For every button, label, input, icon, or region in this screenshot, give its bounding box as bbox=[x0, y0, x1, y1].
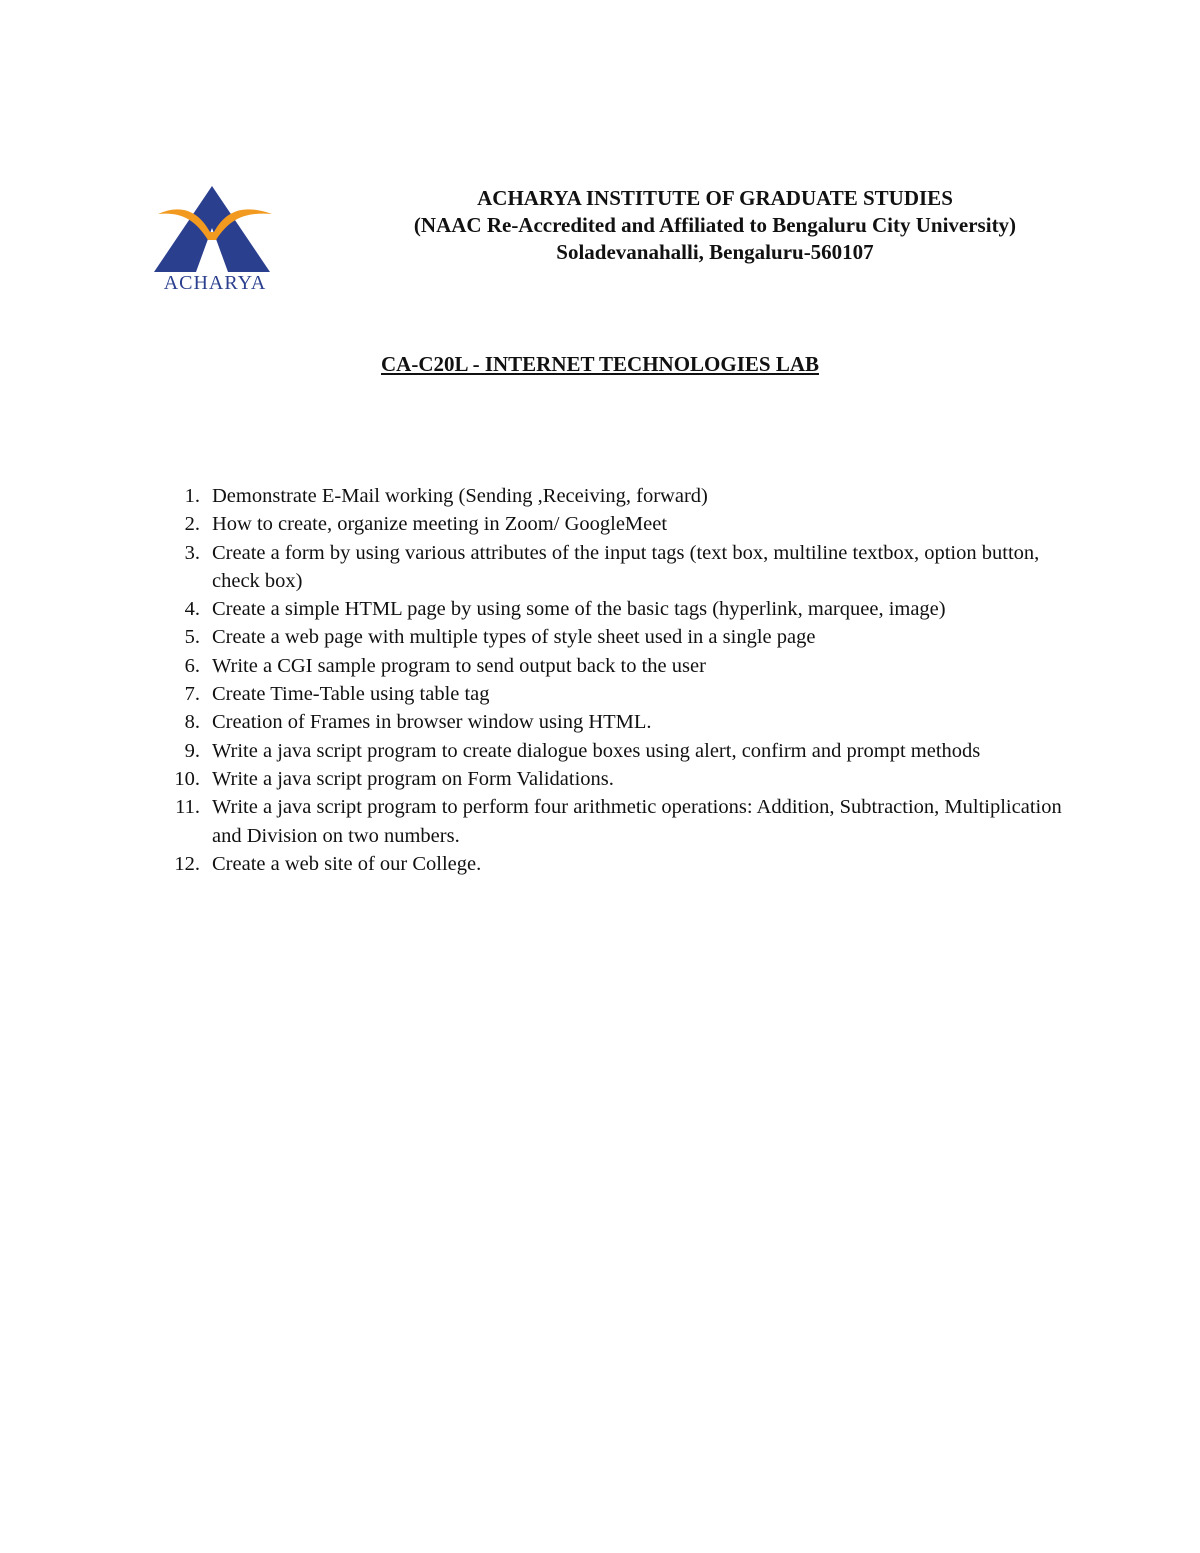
list-item bbox=[160, 482, 1080, 510]
list-item-text: Create a simple HTML page by using some of the basic tags (hyperlink, marquee, image) bbox=[212, 598, 946, 621]
list-item-number: 8. bbox=[184, 711, 200, 734]
list-item bbox=[160, 793, 1080, 850]
lab-exercise-list bbox=[160, 482, 1080, 878]
list-item-text: Create a form by using various attributes of the input tags (text box, multiline textbox, option button, check box) bbox=[212, 541, 1040, 592]
list-item-text: How to create, organize meeting in Zoom/ GoogleMeet bbox=[212, 513, 668, 536]
list-item bbox=[160, 737, 1080, 765]
list-item-number: 1. bbox=[184, 485, 200, 507]
course-title bbox=[0, 352, 1200, 377]
institute-header bbox=[330, 185, 1100, 266]
list-item-number: 7. bbox=[184, 683, 200, 706]
list-item-text: Create a web page with multiple types of style sheet used in a single page bbox=[212, 626, 816, 649]
list-item-number: 12. bbox=[174, 852, 200, 875]
institute-logo bbox=[150, 180, 280, 300]
list-item-number: 11. bbox=[175, 796, 200, 819]
list-item-text: Demonstrate E-Mail working (Sending ,Receiving, forward) bbox=[212, 485, 708, 507]
list-item bbox=[160, 595, 1080, 623]
list-item-text: Write a java script program to perform four arithmetic operations: Addition, Subtraction, Multiplication and Division on two numbers. bbox=[212, 796, 1062, 847]
accreditation-line: (NAAC Re-Accredited and Affiliated to Bengaluru City University) bbox=[413, 213, 1017, 237]
list-item bbox=[160, 510, 1080, 538]
list-item bbox=[160, 539, 1080, 596]
list-item bbox=[160, 708, 1080, 736]
list-item-text: Create Time-Table using table tag bbox=[212, 683, 490, 706]
list-item-text: Write a java script program on Form Validations. bbox=[212, 767, 614, 790]
list-item bbox=[160, 652, 1080, 680]
list-item-text: Create a web site of our College. bbox=[212, 852, 482, 875]
list-item-number: 6. bbox=[184, 654, 200, 677]
logo-wordmark: ACHARYA bbox=[163, 272, 267, 294]
list-item bbox=[160, 680, 1080, 708]
acharya-triangle-logo-icon bbox=[150, 180, 280, 275]
list-item-number: 10. bbox=[174, 767, 200, 790]
list-item bbox=[160, 623, 1080, 651]
list-item bbox=[160, 850, 1080, 878]
list-item-text: Write a java script program to create dialogue boxes using alert, confirm and prompt methods bbox=[212, 739, 981, 762]
list-item-number: 4. bbox=[184, 598, 200, 621]
institute-address: Soladevanahalli, Bengaluru-560107 bbox=[556, 240, 874, 264]
course-title-text: CA-C20L - INTERNET TECHNOLOGIES LAB bbox=[381, 352, 819, 376]
list-item-number: 5. bbox=[184, 626, 200, 649]
list-item-number: 3. bbox=[184, 541, 200, 564]
list-item-number: 2. bbox=[184, 513, 200, 536]
list-item bbox=[160, 765, 1080, 793]
list-item-text: Write a CGI sample program to send output back to the user bbox=[212, 654, 706, 677]
list-item-number: 9. bbox=[184, 739, 200, 762]
list-item-text: Creation of Frames in browser window using HTML. bbox=[212, 711, 652, 734]
institute-name: ACHARYA INSTITUTE OF GRADUATE STUDIES bbox=[477, 186, 953, 210]
